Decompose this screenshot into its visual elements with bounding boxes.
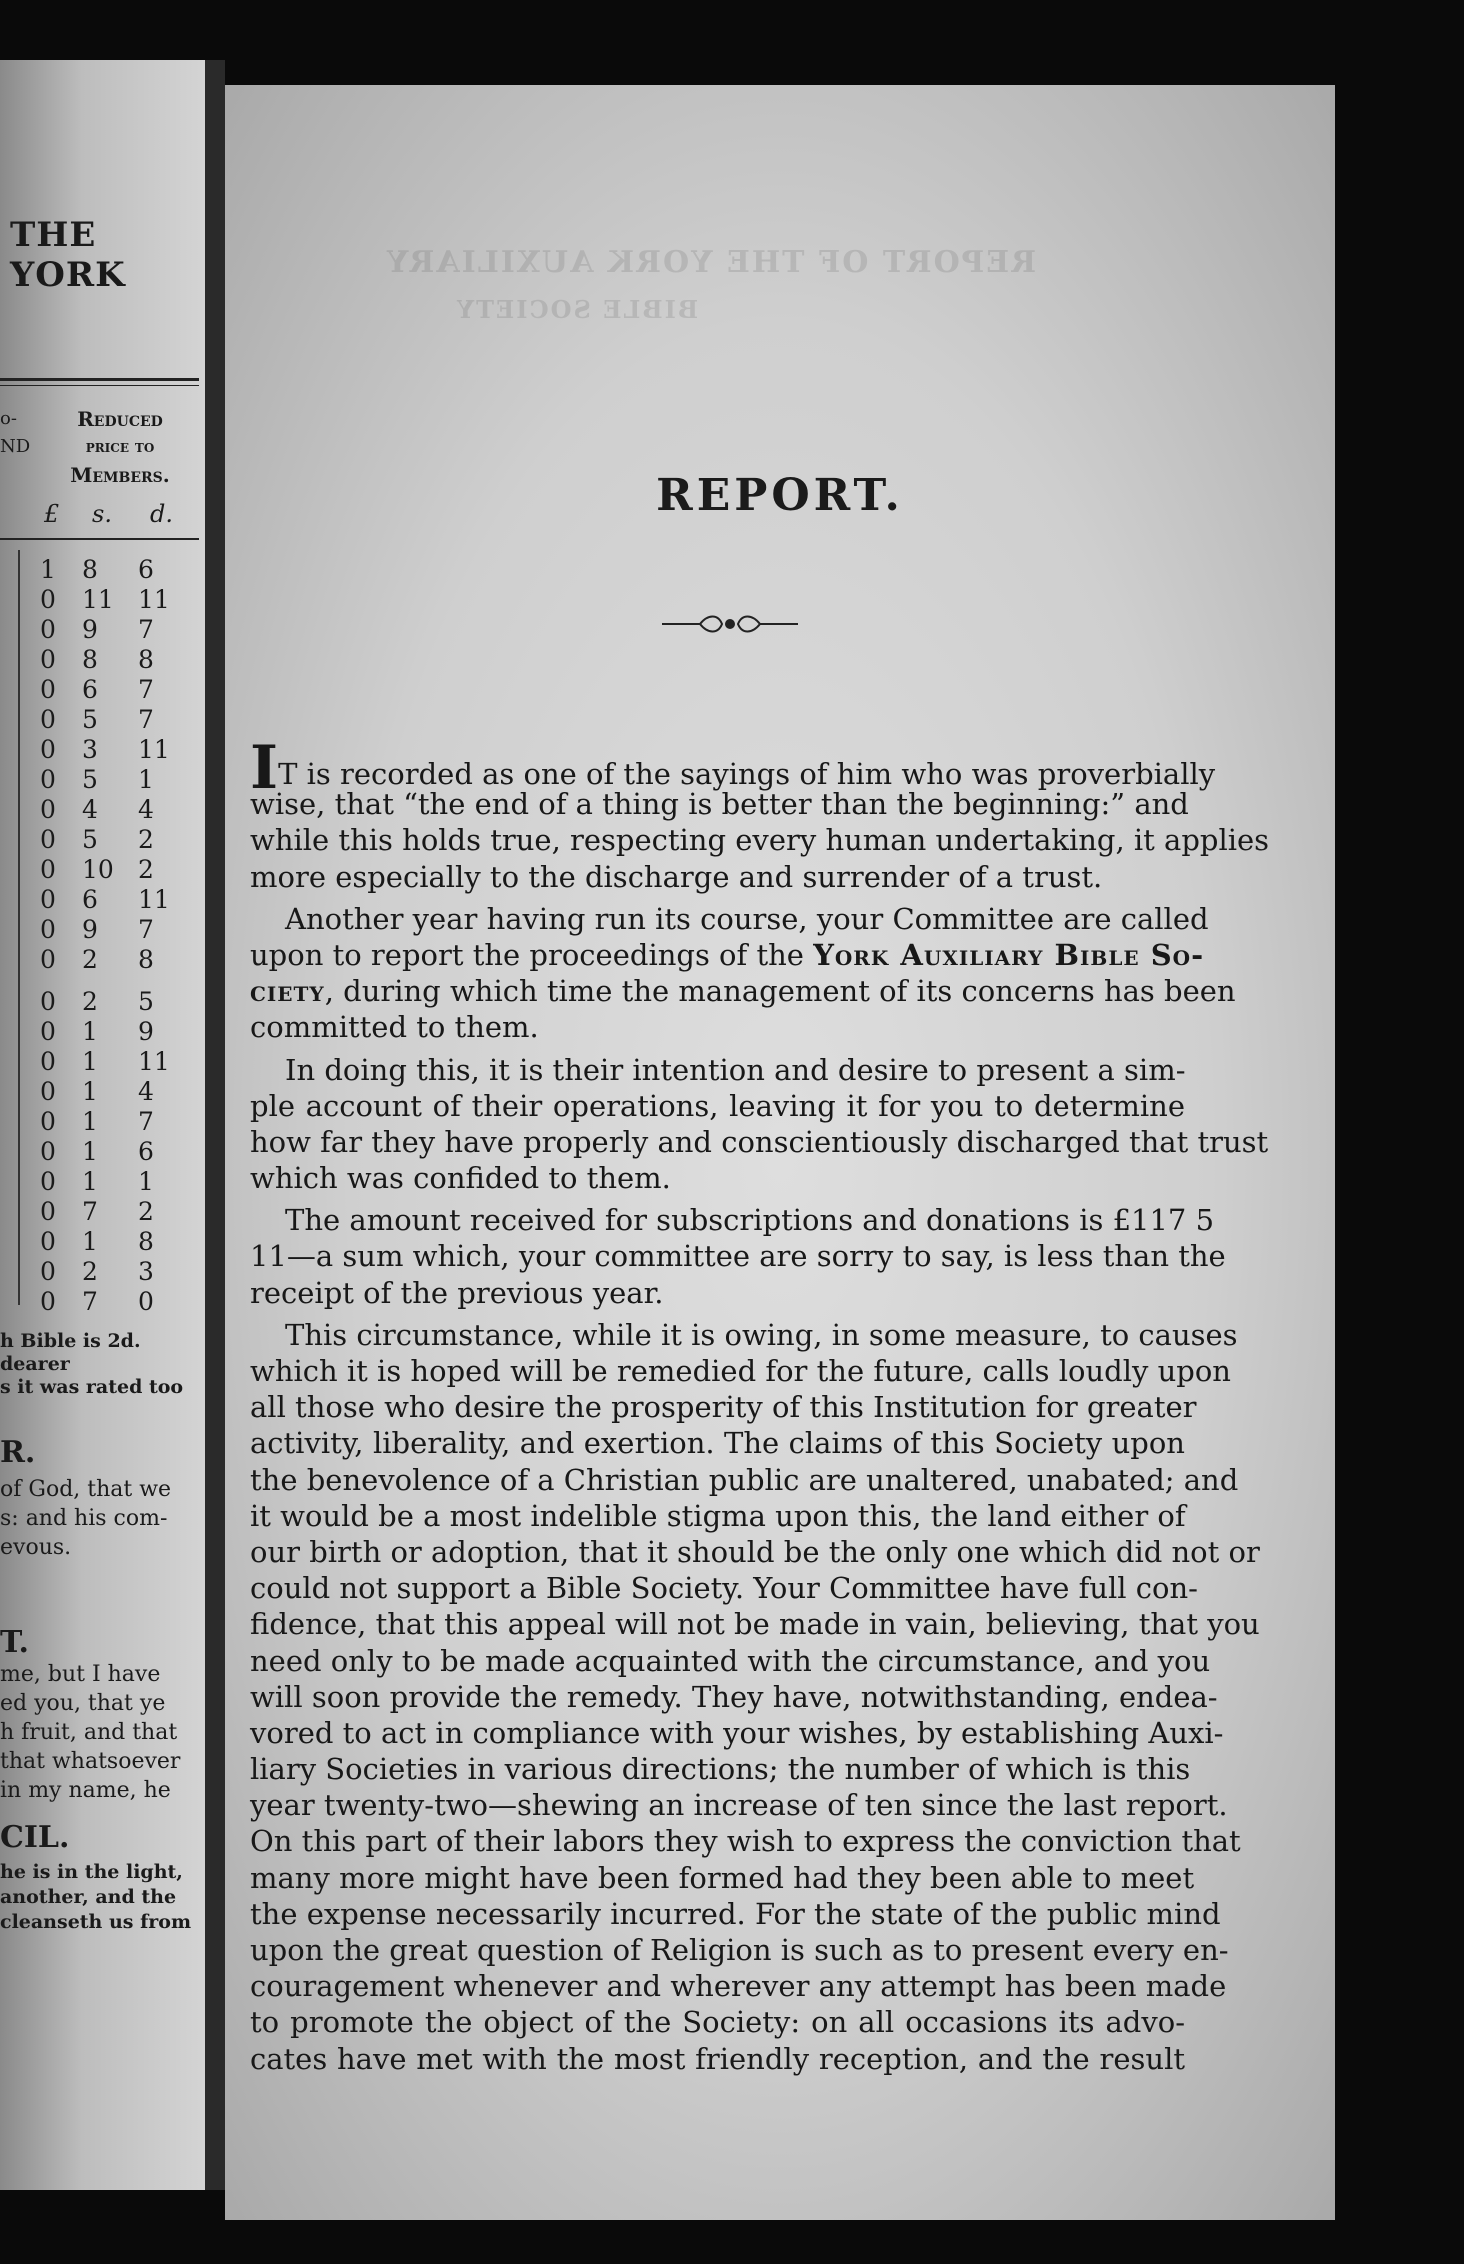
price-pounds: 0 xyxy=(40,735,56,764)
price-shillings: 1 xyxy=(82,1077,98,1106)
text-line xyxy=(250,1389,1197,1425)
price-row xyxy=(40,615,205,645)
price-shillings: 5 xyxy=(82,765,98,794)
price-row xyxy=(40,885,205,915)
price-row xyxy=(40,1227,205,1257)
price-shillings: 1 xyxy=(82,1227,98,1256)
line-text: The amount received for subscriptions and donations is £117 5 xyxy=(285,1203,1215,1238)
price-pence: 3 xyxy=(138,1257,154,1286)
price-pence: 9 xyxy=(138,1017,154,1046)
section-line: me, but I have xyxy=(0,1662,161,1687)
price-pounds: 0 xyxy=(40,987,56,1016)
price-pounds: 0 xyxy=(40,1137,56,1166)
line-text: which it is hoped will be remedied for the future, calls loudly upon xyxy=(250,1354,1231,1388)
price-pence: 2 xyxy=(138,1197,154,1226)
price-pounds: 0 xyxy=(40,645,56,674)
price-row xyxy=(40,855,205,885)
price-pence: 6 xyxy=(138,555,154,584)
line-text: T is recorded as one of the sayings of him who was proverbially xyxy=(278,757,1216,791)
price-pounds: 0 xyxy=(40,705,56,734)
price-pence: 2 xyxy=(138,855,154,884)
text-line xyxy=(250,1751,1191,1787)
price-shillings: 5 xyxy=(82,825,98,854)
price-pence: 8 xyxy=(138,1227,154,1256)
text-line xyxy=(250,1202,1215,1238)
section-line: in my name, he xyxy=(0,1778,171,1803)
price-pounds: 0 xyxy=(40,1227,56,1256)
text-line xyxy=(250,1052,1185,1088)
price-shillings: 9 xyxy=(82,915,98,944)
section-text xyxy=(0,1660,200,1805)
drop-cap: I xyxy=(250,733,279,803)
text-line xyxy=(250,1498,1185,1534)
price-pounds: 0 xyxy=(40,615,56,644)
section-text xyxy=(0,1475,200,1562)
price-pence: 7 xyxy=(138,915,154,944)
price-shillings: 1 xyxy=(82,1107,98,1136)
text-line xyxy=(250,1009,1185,1045)
previous-page-title: THE YORK xyxy=(10,215,126,295)
price-row xyxy=(40,1287,205,1317)
price-row xyxy=(40,675,205,705)
price-row xyxy=(40,945,205,975)
line-text: to promote the object of the Society: on all occasions its advo- xyxy=(250,2005,1185,2040)
price-pence: 4 xyxy=(138,1077,154,1106)
price-pence: 7 xyxy=(138,675,154,704)
price-pounds: 0 xyxy=(40,1047,56,1076)
small-caps-text: ciety xyxy=(250,974,325,1009)
price-pounds: 0 xyxy=(40,1017,56,1046)
price-row xyxy=(40,1257,205,1287)
line-text: vored to act in compliance with your wishes, by establishing Auxi- xyxy=(250,1715,1224,1750)
text-line xyxy=(250,1715,1224,1751)
line-text: the benevolence of a Christian public are unaltered, unabated; and xyxy=(250,1462,1239,1497)
line-text: more especially to the discharge and surrender of a trust. xyxy=(250,859,1103,894)
text-line xyxy=(250,859,1185,895)
text-line xyxy=(250,1932,1229,1968)
text-line xyxy=(250,822,1270,858)
line-text: need only to be made acquainted with the circumstance, and you xyxy=(250,1643,1211,1678)
unit-pounds: £ xyxy=(44,500,60,528)
column-divider xyxy=(18,550,20,1305)
ornament-divider xyxy=(660,610,800,638)
price-pence: 8 xyxy=(138,645,154,674)
section-line: ed you, that ye xyxy=(0,1691,166,1716)
line-text: On this part of their labors they wish to express the conviction that xyxy=(250,1824,1241,1859)
text-line xyxy=(250,786,1189,822)
price-row xyxy=(40,825,205,855)
section-line: he is in the light, xyxy=(0,1861,183,1883)
line-text: while this holds true, respecting every human undertaking, it applies xyxy=(250,823,1270,858)
section-line: that whatsoever xyxy=(0,1749,181,1774)
show-through-text: REPORT OF THE YORK AUXILIARY xyxy=(385,245,1037,280)
price-shillings: 2 xyxy=(82,1257,98,1286)
column-head-line: Reduced xyxy=(77,407,163,431)
price-pounds: 0 xyxy=(40,795,56,824)
text-line xyxy=(250,1823,1241,1859)
text-line xyxy=(250,1462,1239,1498)
text-line xyxy=(250,1124,1269,1160)
price-shillings: 1 xyxy=(82,1017,98,1046)
price-pounds: 0 xyxy=(40,765,56,794)
price-shillings: 6 xyxy=(82,885,98,914)
price-row xyxy=(40,1107,205,1137)
section-heading: T. xyxy=(0,1625,29,1660)
price-table xyxy=(40,555,205,1317)
price-row xyxy=(40,987,205,1017)
note-line: s it was rated too xyxy=(0,1376,184,1398)
price-pence: 8 xyxy=(138,945,154,974)
price-pounds: 0 xyxy=(40,1287,56,1316)
price-pounds: 0 xyxy=(40,1167,56,1196)
text-line xyxy=(250,901,1209,937)
line-text: wise, that “the end of a thing is better than the beginning:” and xyxy=(250,787,1189,822)
text-line xyxy=(250,973,1236,1009)
price-shillings: 3 xyxy=(82,735,98,764)
header-rule-thin xyxy=(0,385,199,386)
line-text: how far they have properly and conscientiously discharged that trust xyxy=(250,1124,1269,1159)
price-shillings: 1 xyxy=(82,1167,98,1196)
section-text xyxy=(0,1860,200,1935)
section-heading: CIL. xyxy=(0,1820,70,1855)
text-line xyxy=(250,2004,1185,2040)
line-text: the expense necessarily incurred. For the state of the public mind xyxy=(250,1896,1221,1931)
unit-pence: d. xyxy=(150,500,173,528)
price-row xyxy=(40,585,205,615)
section-line: of God, that we xyxy=(0,1477,172,1502)
column-head-line: Members. xyxy=(70,463,170,487)
text-line xyxy=(250,2041,1185,2077)
line-text: could not support a Bible Society. Your Committee have full con- xyxy=(250,1571,1198,1606)
text-line xyxy=(250,1425,1185,1461)
price-pence: 11 xyxy=(138,585,170,614)
price-pence: 5 xyxy=(138,987,154,1016)
price-row xyxy=(40,795,205,825)
text-line xyxy=(250,1606,1260,1642)
text-line xyxy=(250,1317,1238,1353)
column-head-line: price to xyxy=(85,437,155,457)
line-text: 11—a sum which, your committee are sorry to say, is less than the xyxy=(250,1239,1226,1274)
price-shillings: 9 xyxy=(82,615,98,644)
line-text: couragement whenever and wherever any attempt has been made xyxy=(250,1969,1227,2004)
report-page xyxy=(225,85,1335,2220)
price-row xyxy=(40,1077,205,1107)
line-text: upon the great question of Religion is such as to present every en- xyxy=(250,1933,1229,1967)
price-pounds: 0 xyxy=(40,825,56,854)
line-text: all those who desire the prosperity of this Institution for greater xyxy=(250,1390,1197,1425)
price-shillings: 1 xyxy=(82,1047,98,1076)
price-pence: 11 xyxy=(138,885,170,914)
line-text: committed to them. xyxy=(250,1010,539,1045)
price-row xyxy=(40,555,205,585)
line-text: which was confided to them. xyxy=(250,1161,671,1196)
price-pence: 4 xyxy=(138,795,154,824)
price-pence: 11 xyxy=(138,1047,170,1076)
price-shillings: 2 xyxy=(82,987,98,1016)
price-row xyxy=(40,1047,205,1077)
price-pounds: 0 xyxy=(40,855,56,884)
price-shillings: 8 xyxy=(82,645,98,674)
note-line: h Bible is 2d. dearer xyxy=(0,1330,141,1375)
price-row xyxy=(40,1167,205,1197)
table-rule xyxy=(0,538,199,540)
price-pounds: 0 xyxy=(40,1197,56,1226)
report-body xyxy=(250,733,1270,2077)
price-shillings: 10 xyxy=(82,855,114,884)
text-line xyxy=(250,1160,1185,1196)
price-shillings: 7 xyxy=(82,1287,98,1316)
section-line: h fruit, and that xyxy=(0,1720,178,1745)
text-line xyxy=(250,1968,1227,2004)
line-text: In doing this, it is their intention and desire to present a sim- xyxy=(285,1052,1186,1087)
section-line: evous. xyxy=(0,1535,72,1560)
price-shillings: 2 xyxy=(82,945,98,974)
line-text: Another year having run its course, your Committee are called xyxy=(285,901,1209,936)
price-pence: 2 xyxy=(138,825,154,854)
text-line xyxy=(250,1275,1185,1311)
price-shillings: 1 xyxy=(82,1137,98,1166)
price-shillings: 8 xyxy=(82,555,98,584)
line-text: upon to report the proceedings of the xyxy=(250,937,804,972)
price-row xyxy=(40,735,205,765)
price-shillings: 11 xyxy=(82,585,114,614)
text-line xyxy=(250,1787,1228,1823)
price-pounds: 0 xyxy=(40,585,56,614)
text-line xyxy=(250,1896,1221,1932)
line-text: activity, liberality, and exertion. The claims of this Society upon xyxy=(250,1426,1185,1461)
previous-page-fragment xyxy=(0,60,205,2190)
price-pence: 11 xyxy=(138,735,170,764)
column-head-left-line: o- xyxy=(0,408,17,429)
line-text: receipt of the previous year. xyxy=(250,1275,664,1310)
price-pence: 1 xyxy=(138,765,154,794)
show-through-text: BIBLE SOCIETY xyxy=(455,295,699,324)
price-shillings: 5 xyxy=(82,705,98,734)
text-line xyxy=(250,1088,1185,1124)
report-title: REPORT. xyxy=(656,470,904,521)
line-text: many more might have been formed had they been able to meet xyxy=(250,1860,1195,1895)
price-pounds: 1 xyxy=(40,555,56,584)
line-text: our birth or adoption, that it should be the only one which did not or xyxy=(250,1534,1260,1569)
price-row xyxy=(40,645,205,675)
line-text: , during which time the management of its concerns has been xyxy=(324,974,1236,1009)
price-shillings: 4 xyxy=(82,795,98,824)
price-pence: 6 xyxy=(138,1137,154,1166)
text-line xyxy=(250,937,1205,973)
price-pounds: 0 xyxy=(40,885,56,914)
column-head-left-line: ND xyxy=(0,436,31,457)
price-pence: 7 xyxy=(138,615,154,644)
price-pounds: 0 xyxy=(40,915,56,944)
line-text: year twenty-two—shewing an increase of ten since the last report. xyxy=(250,1788,1228,1823)
text-line xyxy=(250,1534,1260,1570)
section-line: s: and his com- xyxy=(0,1506,168,1531)
line-text: This circumstance, while it is owing, in some measure, to causes xyxy=(285,1317,1238,1352)
price-pence: 1 xyxy=(138,1167,154,1196)
price-pence: 0 xyxy=(138,1287,154,1316)
price-pounds: 0 xyxy=(40,675,56,704)
section-line: another, and the xyxy=(0,1886,177,1908)
price-pounds: 0 xyxy=(40,1107,56,1136)
book-gutter xyxy=(205,60,225,2190)
text-line xyxy=(250,1353,1231,1389)
price-row xyxy=(40,1017,205,1047)
line-text: ple account of their operations, leaving it for you to determine xyxy=(250,1088,1185,1123)
price-shillings: 6 xyxy=(82,675,98,704)
line-text: fidence, that this appeal will not be made in vain, believing, that you xyxy=(250,1607,1260,1642)
price-row xyxy=(40,765,205,795)
price-row xyxy=(40,1137,205,1167)
price-pounds: 0 xyxy=(40,945,56,974)
line-text: cates have met with the most friendly reception, and the result xyxy=(250,2041,1185,2076)
price-pence: 7 xyxy=(138,705,154,734)
text-line xyxy=(250,1643,1211,1679)
text-line xyxy=(250,1238,1226,1274)
price-note xyxy=(0,1330,200,1399)
price-pounds: 0 xyxy=(40,1077,56,1106)
text-line xyxy=(250,1860,1195,1896)
price-pence: 7 xyxy=(138,1107,154,1136)
price-row xyxy=(40,705,205,735)
section-heading: R. xyxy=(0,1435,36,1470)
header-rule xyxy=(0,378,199,381)
small-caps-text: York Auxiliary Bible So- xyxy=(813,937,1205,972)
unit-shillings: s. xyxy=(92,500,112,528)
section-line: cleanseth us from xyxy=(0,1911,192,1933)
price-shillings: 7 xyxy=(82,1197,98,1226)
line-text: it would be a most indelible stigma upon this, the land either of xyxy=(250,1498,1186,1533)
price-row xyxy=(40,915,205,945)
text-line xyxy=(250,1679,1218,1715)
line-text: will soon provide the remedy. They have, notwithstanding, endea- xyxy=(250,1679,1218,1714)
price-pounds: 0 xyxy=(40,1257,56,1286)
price-row xyxy=(40,1197,205,1227)
line-text: liary Societies in various directions; the number of which is this xyxy=(250,1752,1191,1787)
text-line xyxy=(250,733,1216,803)
text-line xyxy=(250,1570,1198,1606)
